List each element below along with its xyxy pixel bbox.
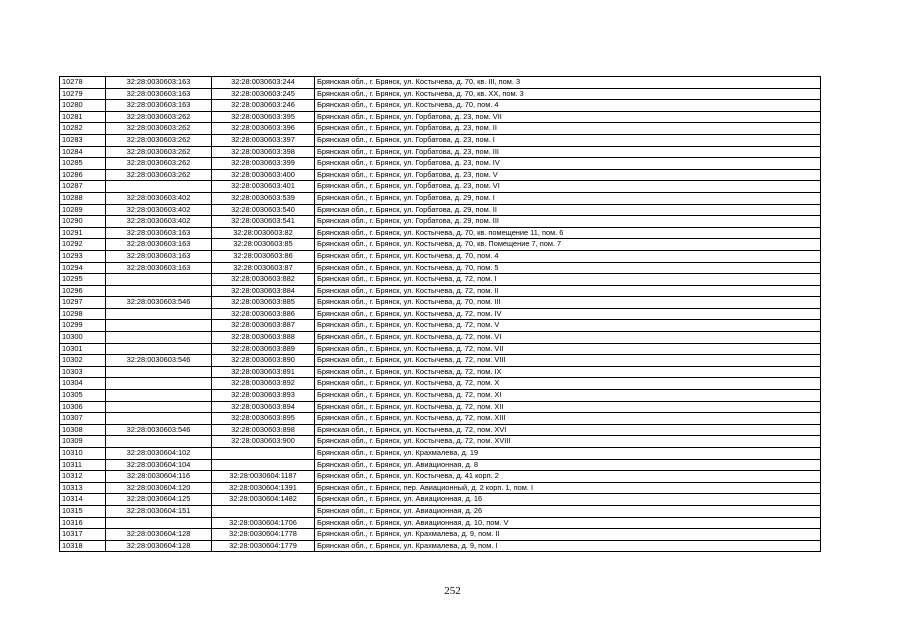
object-cadastral-number-cell: 32:28:0030604:1706 (212, 517, 315, 529)
table-row (60, 204, 821, 216)
object-cadastral-number-cell: 32:28:0030603:85 (212, 239, 315, 251)
page-number: 252 (444, 585, 461, 597)
table-row (60, 297, 821, 309)
object-cadastral-number-cell: 32:28:0030603:399 (212, 158, 315, 170)
table-row (60, 494, 821, 506)
object-cadastral-number-cell: 32:28:0030603:885 (212, 297, 315, 309)
parcel-cadastral-number-cell: 32:28:0030603:163 (106, 227, 212, 239)
address-cell: Брянская обл., г. Брянск, ул. Авиационная, д. 8 (315, 459, 821, 471)
table-row (60, 413, 821, 425)
address-cell: Брянская обл., г. Брянск, ул. Костычева, д. 72, пом. II (315, 285, 821, 297)
row-number-cell: 10292 (60, 239, 106, 251)
parcel-cadastral-number-cell (106, 274, 212, 286)
object-cadastral-number-cell: 32:28:0030603:398 (212, 146, 315, 158)
table-row (60, 540, 821, 552)
parcel-cadastral-number-cell: 32:28:0030604:116 (106, 471, 212, 483)
row-number-cell: 10317 (60, 529, 106, 541)
table-row (60, 401, 821, 413)
row-number-cell: 10313 (60, 482, 106, 494)
object-cadastral-number-cell: 32:28:0030603:246 (212, 100, 315, 112)
row-number-cell: 10290 (60, 216, 106, 228)
object-cadastral-number-cell: 32:28:0030603:884 (212, 285, 315, 297)
address-cell: Брянская обл., г. Брянск, ул. Костычева, д. 72, пом. XI (315, 390, 821, 402)
object-cadastral-number-cell: 32:28:0030603:891 (212, 366, 315, 378)
row-number-cell: 10294 (60, 262, 106, 274)
parcel-cadastral-number-cell: 32:28:0030603:163 (106, 262, 212, 274)
address-cell: Брянская обл., г. Брянск, ул. Горбатова, д. 29, пом. I (315, 192, 821, 204)
table-row (60, 262, 821, 274)
object-cadastral-number-cell: 32:28:0030603:898 (212, 424, 315, 436)
row-number-cell: 10305 (60, 390, 106, 402)
address-cell: Брянская обл., г. Брянск, ул. Горбатова, д. 29, пом. III (315, 216, 821, 228)
object-cadastral-number-cell: 32:28:0030603:541 (212, 216, 315, 228)
row-number-cell: 10285 (60, 158, 106, 170)
table-row (60, 192, 821, 204)
address-cell: Брянская обл., г. Брянск, ул. Костычева, д. 72, пом. X (315, 378, 821, 390)
table-row (60, 123, 821, 135)
table-row (60, 320, 821, 332)
parcel-cadastral-number-cell: 32:28:0030604:128 (106, 529, 212, 541)
object-cadastral-number-cell: 32:28:0030603:882 (212, 274, 315, 286)
table-row (60, 169, 821, 181)
table-row (60, 239, 821, 251)
address-cell: Брянская обл., г. Брянск, ул. Горбатова, д. 23, пом. IV (315, 158, 821, 170)
row-number-cell: 10279 (60, 88, 106, 100)
object-cadastral-number-cell: 32:28:0030603:400 (212, 169, 315, 181)
address-cell: Брянская обл., г. Брянск, ул. Костычева, д. 70, кв. помещение 11, пом. 6 (315, 227, 821, 239)
table-row (60, 448, 821, 460)
table-row (60, 100, 821, 112)
row-number-cell: 10300 (60, 332, 106, 344)
address-cell: Брянская обл., г. Брянск, ул. Костычева, д. 72, пом. I (315, 274, 821, 286)
address-cell: Брянская обл., г. Брянск, ул. Костычева, д. 70, кв. III, пом. 3 (315, 77, 821, 89)
parcel-cadastral-number-cell: 32:28:0030604:102 (106, 448, 212, 460)
row-number-cell: 10310 (60, 448, 106, 460)
parcel-cadastral-number-cell: 32:28:0030604:125 (106, 494, 212, 506)
row-number-cell: 10306 (60, 401, 106, 413)
row-number-cell: 10309 (60, 436, 106, 448)
object-cadastral-number-cell: 32:28:0030603:893 (212, 390, 315, 402)
address-cell: Брянская обл., г. Брянск, ул. Горбатова, д. 23, пом. I (315, 134, 821, 146)
row-number-cell: 10318 (60, 540, 106, 552)
table-row (60, 285, 821, 297)
parcel-cadastral-number-cell (106, 332, 212, 344)
object-cadastral-number-cell: 32:28:0030603:892 (212, 378, 315, 390)
row-number-cell: 10303 (60, 366, 106, 378)
object-cadastral-number-cell: 32:28:0030603:397 (212, 134, 315, 146)
parcel-cadastral-number-cell: 32:28:0030603:163 (106, 100, 212, 112)
object-cadastral-number-cell (212, 505, 315, 517)
object-cadastral-number-cell (212, 459, 315, 471)
address-cell: Брянская обл., г. Брянск, ул. Горбатова, д. 23, пом. II (315, 123, 821, 135)
address-cell: Брянская обл., г. Брянск, ул. Костычева, д. 72, пом. VIII (315, 355, 821, 367)
row-number-cell: 10298 (60, 308, 106, 320)
parcel-cadastral-number-cell: 32:28:0030603:546 (106, 297, 212, 309)
object-cadastral-number-cell: 32:28:0030603:890 (212, 355, 315, 367)
row-number-cell: 10287 (60, 181, 106, 193)
row-number-cell: 10296 (60, 285, 106, 297)
parcel-cadastral-number-cell (106, 343, 212, 355)
row-number-cell: 10311 (60, 459, 106, 471)
row-number-cell: 10302 (60, 355, 106, 367)
row-number-cell: 10301 (60, 343, 106, 355)
row-number-cell: 10278 (60, 77, 106, 89)
object-cadastral-number-cell: 32:28:0030603:900 (212, 436, 315, 448)
object-cadastral-number-cell: 32:28:0030603:539 (212, 192, 315, 204)
table-row (60, 250, 821, 262)
parcel-cadastral-number-cell: 32:28:0030603:402 (106, 204, 212, 216)
row-number-cell: 10284 (60, 146, 106, 158)
address-cell: Брянская обл., г. Брянск, ул. Костычева, д. 70, кв. XX, пом. 3 (315, 88, 821, 100)
row-number-cell: 10288 (60, 192, 106, 204)
table-row (60, 343, 821, 355)
row-number-cell: 10295 (60, 274, 106, 286)
table-row (60, 517, 821, 529)
parcel-cadastral-number-cell (106, 308, 212, 320)
row-number-cell: 10291 (60, 227, 106, 239)
table-row (60, 390, 821, 402)
address-cell: Брянская обл., г. Брянск, ул. Костычева, д. 72, пом. IV (315, 308, 821, 320)
parcel-cadastral-number-cell: 32:28:0030603:262 (106, 111, 212, 123)
address-cell: Брянская обл., г. Брянск, ул. Костычева, д. 41 корп. 2 (315, 471, 821, 483)
object-cadastral-number-cell: 32:28:0030603:886 (212, 308, 315, 320)
object-cadastral-number-cell: 32:28:0030603:87 (212, 262, 315, 274)
object-cadastral-number-cell: 32:28:0030603:244 (212, 77, 315, 89)
address-cell: Брянская обл., г. Брянск, ул. Костычева, д. 72, пом. XVI (315, 424, 821, 436)
row-number-cell: 10314 (60, 494, 106, 506)
object-cadastral-number-cell: 32:28:0030603:396 (212, 123, 315, 135)
row-number-cell: 10286 (60, 169, 106, 181)
parcel-cadastral-number-cell: 32:28:0030604:120 (106, 482, 212, 494)
table-row (60, 505, 821, 517)
address-cell: Брянская обл., г. Брянск, ул. Горбатова, д. 23, пом. VII (315, 111, 821, 123)
parcel-cadastral-number-cell: 32:28:0030603:546 (106, 424, 212, 436)
property-registry-table (59, 76, 821, 552)
row-number-cell: 10283 (60, 134, 106, 146)
parcel-cadastral-number-cell (106, 285, 212, 297)
address-cell: Брянская обл., г. Брянск, ул. Авиационная, д. 10, пом. V (315, 517, 821, 529)
registry-table-body (60, 77, 821, 552)
object-cadastral-number-cell: 32:28:0030603:401 (212, 181, 315, 193)
address-cell: Брянская обл., г. Брянск, ул. Костычева, д. 70, кв. Помещение 7, пом. 7 (315, 239, 821, 251)
table-row (60, 134, 821, 146)
parcel-cadastral-number-cell (106, 366, 212, 378)
parcel-cadastral-number-cell (106, 320, 212, 332)
object-cadastral-number-cell: 32:28:0030603:887 (212, 320, 315, 332)
parcel-cadastral-number-cell: 32:28:0030604:104 (106, 459, 212, 471)
table-row (60, 482, 821, 494)
parcel-cadastral-number-cell: 32:28:0030603:163 (106, 239, 212, 251)
row-number-cell: 10304 (60, 378, 106, 390)
table-row (60, 111, 821, 123)
object-cadastral-number-cell: 32:28:0030603:889 (212, 343, 315, 355)
table-row (60, 378, 821, 390)
parcel-cadastral-number-cell: 32:28:0030603:262 (106, 123, 212, 135)
address-cell: Брянская обл., г. Брянск, ул. Крахмалева, д. 9, пом. I (315, 540, 821, 552)
address-cell: Брянская обл., г. Брянск, ул. Костычева, д. 70, пом. 4 (315, 100, 821, 112)
address-cell: Брянская обл., г. Брянск, ул. Костычева, д. 70, пом. III (315, 297, 821, 309)
table-row (60, 77, 821, 89)
address-cell: Брянская обл., г. Брянск, ул. Авиационная, д. 26 (315, 505, 821, 517)
address-cell: Брянская обл., г. Брянск, пер. Авиационный, д. 2 корп. 1, пом. I (315, 482, 821, 494)
table-row (60, 529, 821, 541)
address-cell: Брянская обл., г. Брянск, ул. Горбатова, д. 23, пом. III (315, 146, 821, 158)
parcel-cadastral-number-cell: 32:28:0030603:262 (106, 158, 212, 170)
table-row (60, 146, 821, 158)
object-cadastral-number-cell: 32:28:0030604:1482 (212, 494, 315, 506)
object-cadastral-number-cell: 32:28:0030603:82 (212, 227, 315, 239)
table-row (60, 274, 821, 286)
row-number-cell: 10299 (60, 320, 106, 332)
table-row (60, 366, 821, 378)
parcel-cadastral-number-cell (106, 378, 212, 390)
object-cadastral-number-cell: 32:28:0030603:895 (212, 413, 315, 425)
parcel-cadastral-number-cell: 32:28:0030603:402 (106, 192, 212, 204)
object-cadastral-number-cell: 32:28:0030603:395 (212, 111, 315, 123)
parcel-cadastral-number-cell: 32:28:0030603:163 (106, 77, 212, 89)
row-number-cell: 10297 (60, 297, 106, 309)
address-cell: Брянская обл., г. Брянск, ул. Костычева, д. 70, пом. 5 (315, 262, 821, 274)
table-row (60, 459, 821, 471)
parcel-cadastral-number-cell (106, 436, 212, 448)
address-cell: Брянская обл., г. Брянск, ул. Костычева, д. 70, пом. 4 (315, 250, 821, 262)
table-row (60, 181, 821, 193)
address-cell: Брянская обл., г. Брянск, ул. Костычева, д. 72, пом. XVIII (315, 436, 821, 448)
parcel-cadastral-number-cell: 32:28:0030603:262 (106, 169, 212, 181)
parcel-cadastral-number-cell: 32:28:0030604:128 (106, 540, 212, 552)
table-row (60, 471, 821, 483)
object-cadastral-number-cell: 32:28:0030603:894 (212, 401, 315, 413)
object-cadastral-number-cell: 32:28:0030603:888 (212, 332, 315, 344)
address-cell: Брянская обл., г. Брянск, ул. Авиационная, д. 16 (315, 494, 821, 506)
address-cell: Брянская обл., г. Брянск, ул. Костычева, д. 72, пом. XII (315, 401, 821, 413)
address-cell: Брянская обл., г. Брянск, ул. Крахмалева, д. 9, пом. II (315, 529, 821, 541)
table-row (60, 158, 821, 170)
address-cell: Брянская обл., г. Брянск, ул. Крахмалева, д. 19 (315, 448, 821, 460)
address-cell: Брянская обл., г. Брянск, ул. Костычева, д. 72, пом. VI (315, 332, 821, 344)
row-number-cell: 10312 (60, 471, 106, 483)
address-cell: Брянская обл., г. Брянск, ул. Костычева, д. 72, пом. VII (315, 343, 821, 355)
table-row (60, 424, 821, 436)
table-row (60, 308, 821, 320)
parcel-cadastral-number-cell (106, 401, 212, 413)
parcel-cadastral-number-cell (106, 517, 212, 529)
object-cadastral-number-cell: 32:28:0030603:540 (212, 204, 315, 216)
address-cell: Брянская обл., г. Брянск, ул. Горбатова, д. 23, пом. VI (315, 181, 821, 193)
parcel-cadastral-number-cell: 32:28:0030603:262 (106, 146, 212, 158)
parcel-cadastral-number-cell: 32:28:0030604:151 (106, 505, 212, 517)
table-row (60, 88, 821, 100)
address-cell: Брянская обл., г. Брянск, ул. Костычева, д. 72, пом. XIII (315, 413, 821, 425)
object-cadastral-number-cell: 32:28:0030604:1778 (212, 529, 315, 541)
address-cell: Брянская обл., г. Брянск, ул. Горбатова, д. 23, пом. V (315, 169, 821, 181)
object-cadastral-number-cell: 32:28:0030604:1391 (212, 482, 315, 494)
table-row (60, 355, 821, 367)
address-cell: Брянская обл., г. Брянск, ул. Горбатова, д. 29, пом. II (315, 204, 821, 216)
row-number-cell: 10281 (60, 111, 106, 123)
object-cadastral-number-cell: 32:28:0030604:1779 (212, 540, 315, 552)
table-row (60, 436, 821, 448)
parcel-cadastral-number-cell: 32:28:0030603:163 (106, 88, 212, 100)
parcel-cadastral-number-cell (106, 390, 212, 402)
table-row (60, 332, 821, 344)
parcel-cadastral-number-cell (106, 181, 212, 193)
parcel-cadastral-number-cell: 32:28:0030603:262 (106, 134, 212, 146)
row-number-cell: 10307 (60, 413, 106, 425)
object-cadastral-number-cell: 32:28:0030603:86 (212, 250, 315, 262)
row-number-cell: 10280 (60, 100, 106, 112)
row-number-cell: 10308 (60, 424, 106, 436)
object-cadastral-number-cell (212, 448, 315, 460)
table-row (60, 227, 821, 239)
address-cell: Брянская обл., г. Брянск, ул. Костычева, д. 72, пом. V (315, 320, 821, 332)
object-cadastral-number-cell: 32:28:0030603:245 (212, 88, 315, 100)
row-number-cell: 10289 (60, 204, 106, 216)
parcel-cadastral-number-cell: 32:28:0030603:402 (106, 216, 212, 228)
parcel-cadastral-number-cell: 32:28:0030603:163 (106, 250, 212, 262)
table-row (60, 216, 821, 228)
row-number-cell: 10316 (60, 517, 106, 529)
address-cell: Брянская обл., г. Брянск, ул. Костычева, д. 72, пом. IX (315, 366, 821, 378)
row-number-cell: 10293 (60, 250, 106, 262)
row-number-cell: 10315 (60, 505, 106, 517)
row-number-cell: 10282 (60, 123, 106, 135)
object-cadastral-number-cell: 32:28:0030604:1187 (212, 471, 315, 483)
parcel-cadastral-number-cell (106, 413, 212, 425)
parcel-cadastral-number-cell: 32:28:0030603:546 (106, 355, 212, 367)
